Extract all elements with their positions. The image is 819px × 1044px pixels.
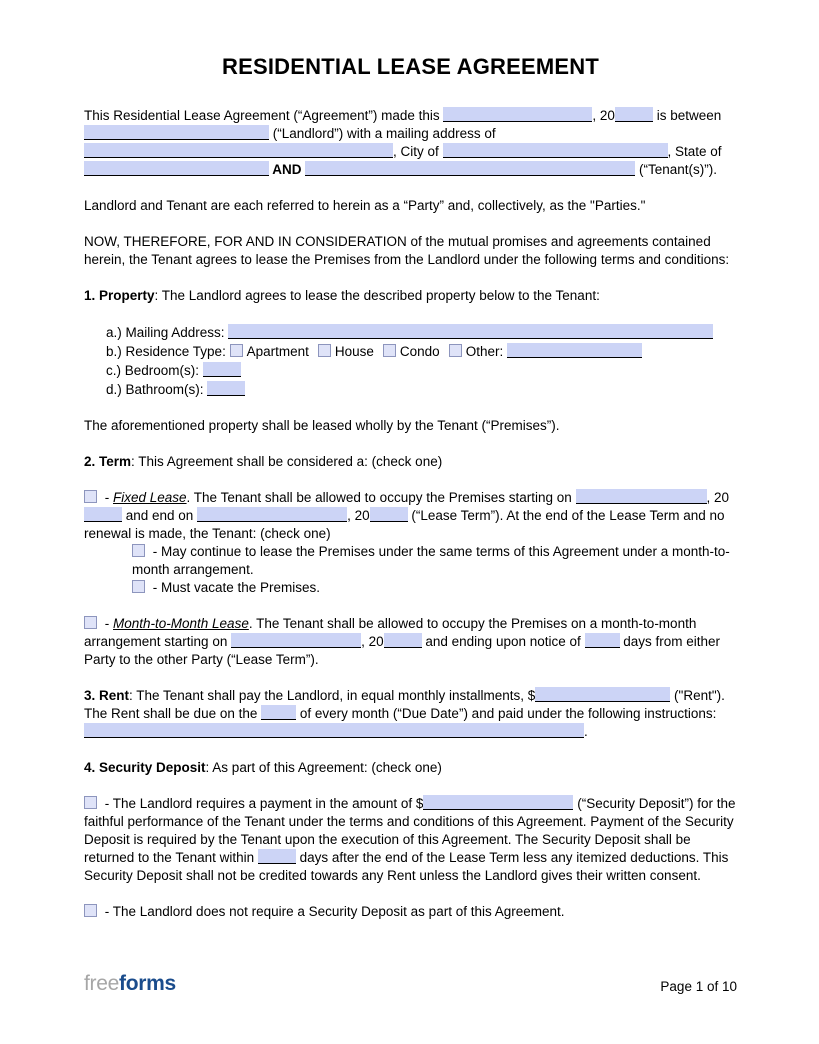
deposit-text: days after the end of the Lease Term less any itemized deductions. This Security Deposit shall not be credited towards any Rent unless the Landlord gives their written consent. (84, 850, 729, 883)
property-heading-number: 1. Property (84, 288, 155, 303)
residence-other-field[interactable] (507, 343, 642, 358)
condo-option-label: Condo (399, 344, 440, 359)
intro-text: (“Landlord”) with a mailing address of (269, 126, 496, 141)
fixed-lease-dash: - (101, 490, 113, 505)
and-label: AND (269, 162, 306, 177)
vacate-label: - Must vacate the Premises. (149, 580, 321, 595)
rent-heading-number: 3. Rent (84, 688, 130, 703)
apartment-option-label: Apartment (246, 344, 309, 359)
property-heading (84, 287, 737, 305)
residence-house-checkbox[interactable] (318, 344, 331, 357)
mailing-address-label: a.) Mailing Address: (106, 325, 229, 340)
fixed-start-year-field[interactable] (84, 507, 122, 522)
deposit-return-days-field[interactable] (258, 849, 296, 864)
fixed-end-date-field[interactable] (197, 507, 347, 522)
property-list (84, 323, 737, 399)
intro-text: (“Tenant(s)”). (635, 162, 718, 177)
residence-condo-checkbox[interactable] (383, 344, 396, 357)
fixed-end-year-field[interactable] (370, 507, 408, 522)
deposit-amount-field[interactable] (423, 795, 573, 810)
house-option-label: House (334, 344, 374, 359)
page-footer (84, 972, 737, 996)
no-deposit-paragraph (84, 903, 737, 921)
landlord-address-field[interactable] (84, 143, 393, 158)
fixed-lease-text: and end on (122, 508, 198, 523)
bedrooms-label: c.) Bedroom(s): (106, 363, 203, 378)
bathrooms-label: d.) Bathroom(s): (106, 382, 208, 397)
fixed-lease-text: . The Tenant shall be allowed to occupy the Premises starting on (186, 490, 576, 505)
vacate-checkbox[interactable] (132, 580, 145, 593)
made-year-field[interactable] (615, 107, 653, 122)
rent-text: . (584, 724, 588, 739)
premises-paragraph: The aforementioned property shall be leased wholly by the Tenant (“Premises”). (84, 418, 560, 433)
fixed-lease-label: Fixed Lease (113, 490, 187, 505)
term-heading-text: : This Agreement shall be considered a: (check one) (131, 454, 443, 469)
mtm-start-year-field[interactable] (384, 633, 422, 648)
residence-other-checkbox[interactable] (449, 344, 462, 357)
month-to-month-text: , 20 (361, 634, 384, 649)
bedrooms-row (106, 361, 737, 380)
deposit-text: - The Landlord requires a payment in the amount of $ (101, 796, 424, 811)
bedrooms-field[interactable] (203, 362, 241, 377)
vacate-option (84, 579, 737, 597)
page-number: Page 1 of 10 (660, 979, 737, 994)
mtm-start-date-field[interactable] (231, 633, 361, 648)
deposit-required-checkbox[interactable] (84, 796, 97, 809)
brand-free-text: free (84, 972, 119, 995)
no-deposit-checkbox[interactable] (84, 904, 97, 917)
continue-lease-checkbox[interactable] (132, 544, 145, 557)
city-field[interactable] (443, 143, 668, 158)
parties-paragraph: Landlord and Tenant are each referred to herein as a “Party” and, collectively, as the "Parties." (84, 198, 646, 213)
rent-amount-field[interactable] (535, 687, 670, 702)
brand-forms-text: forms (119, 972, 176, 995)
residence-type-row (106, 342, 737, 361)
deposit-text: (“Security Deposit”) for the faithful performance of the Tenant under the terms and conditions of this Agreement. Payment of the Security Deposit is required by the Tenant upon the execution of this Agreement. The Security Deposit shall be returned to the Tenant within (84, 796, 736, 865)
tenant-names-field[interactable] (305, 161, 635, 176)
month-to-month-paragraph (84, 615, 737, 669)
deposit-heading-text: : As part of this Agreement: (check one) (205, 760, 442, 775)
deposit-heading-number: 4. Security Deposit (84, 760, 206, 775)
fixed-lease-paragraph (84, 489, 737, 543)
month-to-month-dash: - (101, 616, 113, 631)
made-day-field[interactable] (443, 107, 592, 122)
fixed-lease-checkbox[interactable] (84, 490, 97, 503)
fixed-lease-block (84, 489, 737, 597)
brand-logo (84, 972, 176, 996)
property-address-field[interactable] (228, 324, 713, 339)
intro-paragraph (84, 107, 737, 179)
month-to-month-label: Month-to-Month Lease (113, 616, 249, 631)
month-to-month-text: and ending upon notice of (421, 634, 585, 649)
continue-lease-label: - May continue to lease the Premises under the same terms of this Agreement under a month-to-month arrangement. (132, 544, 730, 577)
rent-text: : The Tenant shall pay the Landlord, in equal monthly installments, $ (129, 688, 536, 703)
payment-instructions-field[interactable] (84, 723, 584, 738)
rent-paragraph (84, 687, 737, 741)
residence-apartment-checkbox[interactable] (230, 344, 243, 357)
continue-lease-option (84, 543, 737, 579)
deposit-heading (84, 759, 737, 777)
fixed-lease-text: (“Lease Term”). At the end of the Lease Term and no renewal is made, the Tenant: (check one) (84, 508, 725, 541)
rent-due-day-field[interactable] (261, 705, 296, 720)
intro-text: , 20 (592, 108, 615, 123)
fixed-start-date-field[interactable] (576, 489, 707, 504)
intro-text: This Residential Lease Agreement (“Agreement”) made this (84, 108, 444, 123)
no-deposit-label: - The Landlord does not require a Security Deposit as part of this Agreement. (101, 904, 565, 919)
bathrooms-row (106, 380, 737, 399)
fixed-lease-text: , 20 (347, 508, 370, 523)
page-title: RESIDENTIAL LEASE AGREEMENT (222, 54, 599, 79)
consideration-paragraph: NOW, THEREFORE, FOR AND IN CONSIDERATION of the mutual promises and agreements contained herein, the Tenant agrees to lease the Premises from the Landlord under the following terms and conditions: (84, 234, 730, 267)
mailing-address-row (106, 323, 737, 342)
deposit-required-paragraph (84, 795, 737, 885)
intro-text: , State of (667, 144, 722, 159)
month-to-month-checkbox[interactable] (84, 616, 97, 629)
month-to-month-text: . The Tenant shall be allowed to occupy the Premises on a month-to-month arrangement starting on (84, 616, 697, 649)
property-heading-text: : The Landlord agrees to lease the described property below to the Tenant: (154, 288, 600, 303)
intro-text: , City of (393, 144, 443, 159)
intro-text: is between (652, 108, 722, 123)
term-heading (84, 453, 737, 471)
state-field[interactable] (84, 161, 269, 176)
month-to-month-text: days from either Party to the other Party (“Lease Term”). (84, 634, 721, 667)
rent-text: ("Rent"). The Rent shall be due on the (84, 688, 725, 721)
notice-days-field[interactable] (585, 633, 620, 648)
landlord-name-field[interactable] (84, 125, 269, 140)
residence-type-label: b.) Residence Type: (106, 344, 230, 359)
term-heading-number: 2. Term (84, 454, 132, 469)
rent-text: of every month (“Due Date”) and paid under the following instructions: (296, 706, 717, 721)
other-option-label: Other: (465, 344, 507, 359)
fixed-lease-text: , 20 (706, 490, 730, 505)
bathrooms-field[interactable] (207, 381, 245, 396)
